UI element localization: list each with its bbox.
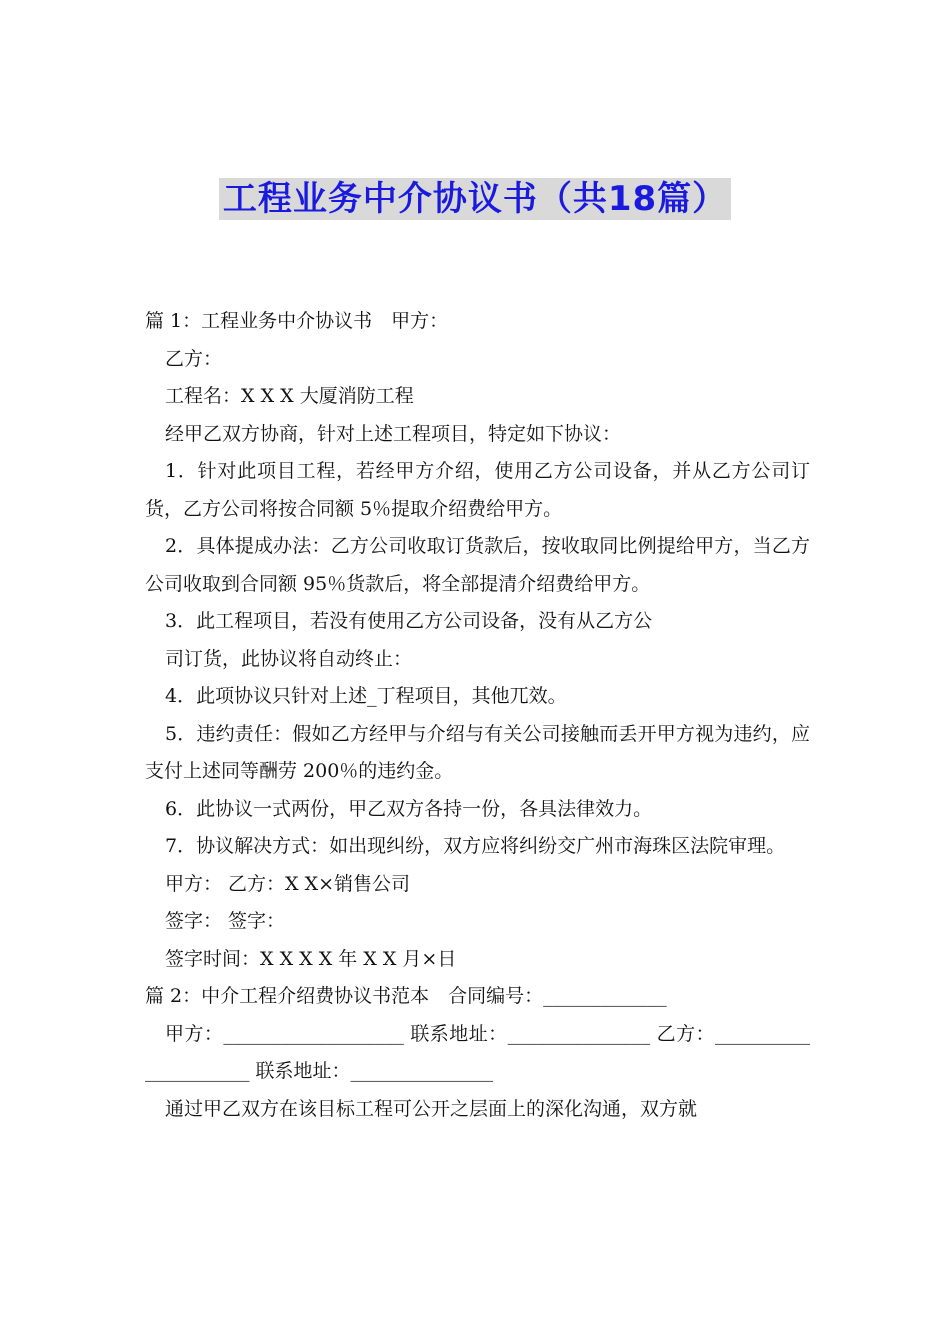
paragraph-6 (145, 528, 810, 603)
paragraph-8: 司订货，此协议将自动终止： (165, 647, 413, 670)
paragraph-7: 3．此工程项目，若没有使用乙方公司设备，没有从乙方公 (165, 610, 653, 632)
document-body (145, 303, 810, 1128)
paragraph-18: 通过甲乙双方在该目标工程可公开之层面上的深化沟通，双方就 (165, 1097, 698, 1120)
paragraph-15: 签字时间：X X X X 年 X X 月×日 (165, 947, 457, 970)
paragraph-5-text: 1．针对此项目工程，若经甲方介绍，使用乙方公司设备，并从乙方公司订货，乙方公司将按合同额 5％提取介绍费给甲方。 (145, 460, 810, 520)
paragraph-3: 工程名：X X X 大厦消防工程 (165, 385, 414, 407)
title-container (0, 178, 950, 220)
paragraph-14: 签字： 签字： (165, 910, 286, 932)
paragraph-12-text: 7．协议解决方式：如出现纠纷，双方应将纠纷交广州市海珠区法院审理。 (165, 835, 786, 857)
paragraph-16: 篇 2：中介工程介绍费协议书范本 合同编号：_____________ (145, 985, 667, 1007)
paragraph-6-text: 2．具体提成办法：乙方公司收取订货款后，按收取同比例提给甲方，当乙方公司收取到合同额 95％货款后，将全部提清介绍费给甲方。 (145, 535, 810, 595)
document-title: 工程业务中介协议书（共18篇） (219, 178, 731, 220)
paragraph-2: 乙方： (165, 347, 223, 370)
paragraph-17-text: 甲方：___________________ 联系地址：_______________ 乙方：_____________________ 联系地址：_______________ (145, 1022, 810, 1082)
paragraph-9: 4．此项协议只针对上述_丁程项目，其他兀效。 (165, 685, 567, 707)
paragraph-5 (145, 453, 810, 528)
paragraph-13: 甲方： 乙方：X X×销售公司 (165, 872, 411, 895)
paragraph-11: 6．此协议一式两份，甲乙双方各持一份，各具法律效力。 (165, 797, 653, 820)
paragraph-1: 篇 1：工程业务中介协议书 甲方： (145, 310, 449, 332)
paragraph-12 (145, 828, 810, 866)
paragraph-4: 经甲乙双方协商，针对上述工程项目，特定如下协议： (165, 422, 622, 445)
paragraph-10 (145, 716, 810, 791)
paragraph-10-text: 5．违约责任：假如乙方经甲与介绍与有关公司接触而丢开甲方视为违约，应支付上述同等酬劳 200％的违约金。 (145, 722, 810, 782)
paragraph-17 (145, 1016, 810, 1091)
